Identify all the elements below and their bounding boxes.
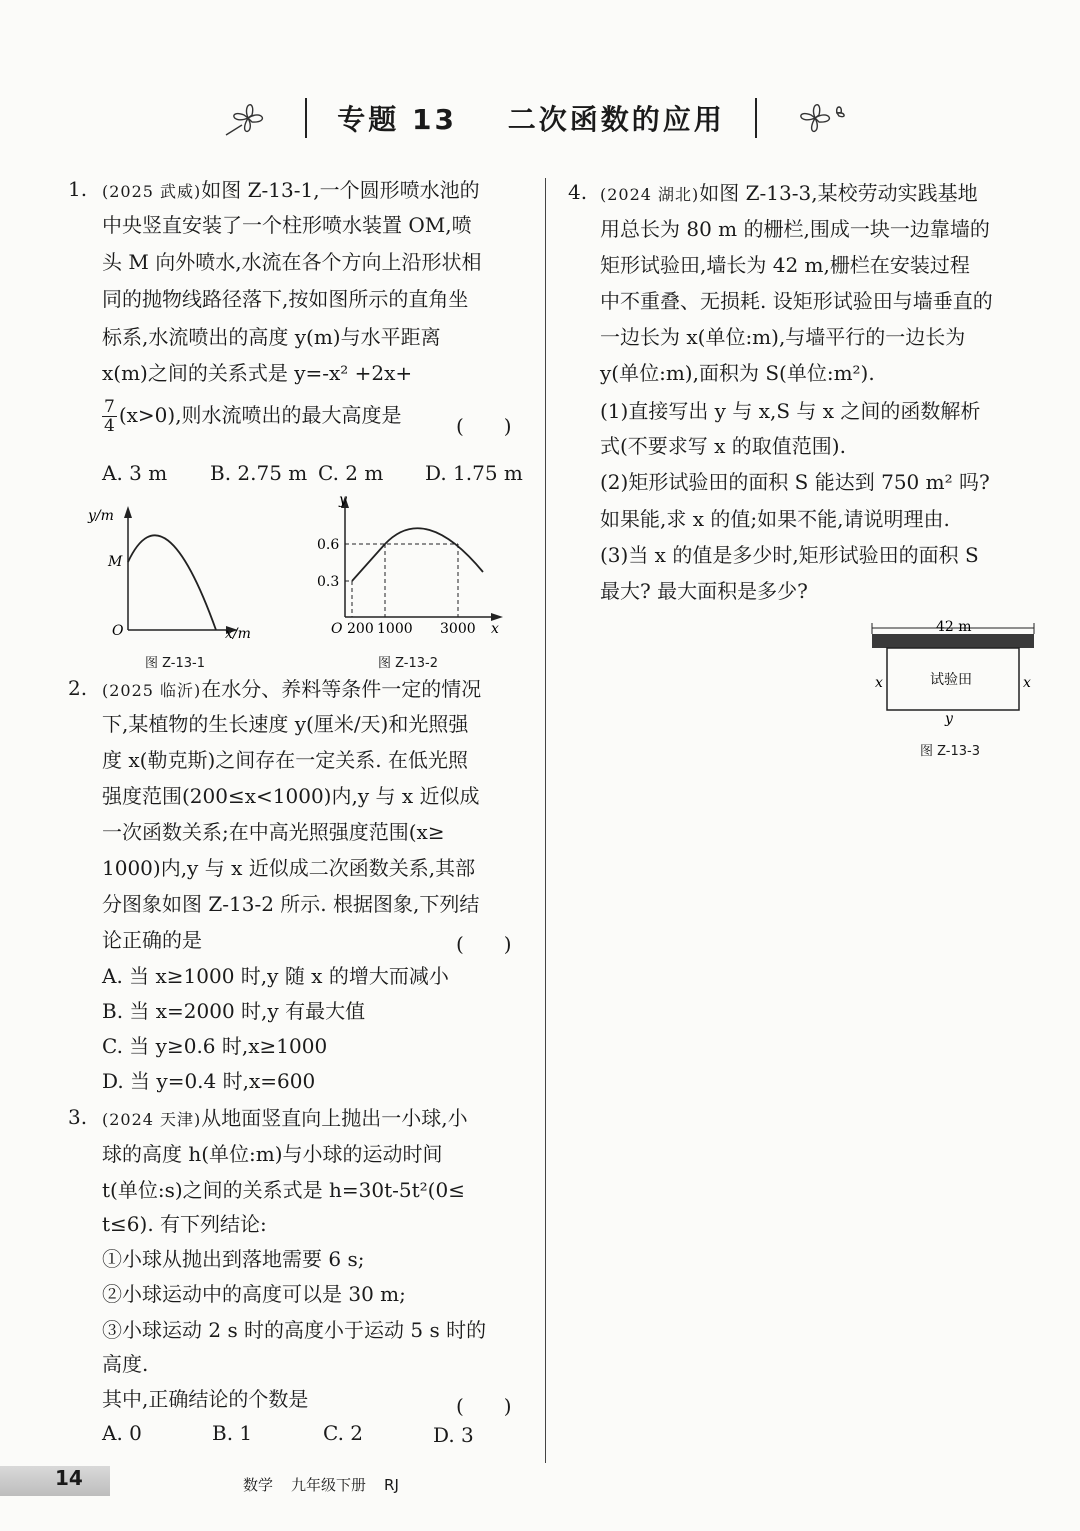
question-line: 中央竖直安装了一个柱形喷水装置 OM,喷 [102,213,472,237]
x-tick-label: 200 [347,621,374,637]
column-divider [545,178,546,1463]
question-line: 一次函数关系;在中高光照强度范围(x≥ [102,820,445,844]
question-line: 度 x(勒克斯)之间存在一定关系. 在低光照 [102,748,468,772]
figure-z-13-1 [80,500,270,650]
origin-label: O [331,621,343,637]
question-source: (2024 天津) [102,1110,202,1129]
question-number: 2. [68,676,88,700]
option-a: A. 当 x≥1000 时,y 随 x 的增大而减小 [102,964,449,988]
option-c: C. 2 m [318,461,384,485]
right-side-label: x [1023,675,1031,691]
question-line: y(单位:m),面积为 S(单位:m²). [600,361,875,385]
question-number: 4. [568,180,588,204]
conclusion-3: ③小球运动 2 s 时的高度小于运动 5 s 时的 [102,1318,487,1342]
figure-caption: 图 Z-13-2 [378,656,439,671]
topic-number: 专题 13 [337,103,457,136]
question-line: t(单位:s)之间的关系式是 h=30t-5t²(0≤ [102,1178,465,1202]
question-number: 3. [68,1105,88,1129]
title-separator-right [755,98,757,138]
figure-caption: 图 Z-13-1 [145,656,206,671]
question-text: 如图 Z-13-3,某校劳动实践基地 [699,181,978,205]
question-line: $\frac{7}{4}$ (x>0),则水流喷出的最大高度是 [104,397,402,436]
question-line: 用总长为 80 m 的栅栏,围成一块一边靠墙的 [600,217,990,241]
figure-z-13-3 [866,615,1046,727]
option-c: C. 2 [323,1421,364,1445]
question-line: t≤6). 有下列结论: [102,1212,267,1236]
x-tick-label: 3000 [440,621,476,637]
x-axis-label: x/m [225,626,251,642]
answer-blank: ( ) [456,932,512,956]
wall [872,634,1034,648]
question-line: 最大? 最大面积是多少? [600,579,808,603]
question-text: 在水分、养料等条件一定的情况 [201,677,482,701]
y-tick-label: 0.6 [317,537,340,553]
x-axis-arrow [491,613,503,621]
question-line: 矩形试验田,墙长为 42 m,栅栏在安装过程 [600,253,970,277]
option-a: A. 0 [102,1421,142,1445]
question-line [102,1106,468,1132]
origin-label: O [112,623,124,639]
question-line: 1000)内,y 与 x 近似成二次函数关系,其部 [102,856,476,880]
question-line [102,178,480,204]
question-line: x(m)之间的关系式是 y=-x² +2x+ [102,361,413,385]
question-line: 如果能,求 x 的值;如果不能,请说明理由. [600,507,950,531]
question-line: 中不重叠、无损耗. 设矩形试验田与墙垂直的 [600,289,993,313]
fraction: $\frac{7}{4}$ [104,397,115,436]
conclusion-2: ②小球运动中的高度可以是 30 m; [102,1282,406,1306]
question-source: (2024 湖北) [600,185,700,204]
option-d: D. 3 [433,1423,474,1447]
left-side-label: x [875,675,883,691]
option-b: B. 1 [212,1421,253,1445]
guide-lines [345,544,458,617]
question-line: 式(不要求写 x 的取值范围). [600,434,846,458]
sub-question-1: (1)直接写出 y 与 x,S 与 x 之间的函数解析 [600,399,981,423]
footer-edition: RJ [384,1476,399,1494]
option-c: C. 当 y≥0.6 时,x≥1000 [102,1034,328,1058]
question-line: 球的高度 h(单位:m)与小球的运动时间 [102,1142,443,1166]
question-line: 高度. [102,1352,149,1376]
question-source: (2025 临沂) [102,681,202,700]
y-axis-label: y/m [88,508,114,524]
y-axis-label: y [339,492,347,508]
question-line: 其中,正确结论的个数是 [102,1387,309,1411]
question-text: 如图 Z-13-1,一个圆形喷水池的 [201,178,480,202]
question-line: 标系,水流喷出的高度 y(m)与水平距离 [102,325,441,349]
question-number: 1. [68,177,88,201]
growth-curve [352,528,483,581]
question-line [102,677,481,703]
point-m-label: M [108,554,123,570]
title-separator-left [305,98,307,138]
option-a: A. 3 m [102,461,168,485]
footer-subject: 数学 [243,1476,274,1494]
option-b: B. 当 x=2000 时,y 有最大值 [102,999,366,1023]
sub-question-3: (3)当 x 的值是多少时,矩形试验田的面积 S [600,543,979,567]
option-d: D. 当 y=0.4 时,x=600 [102,1069,316,1093]
answer-blank: ( ) [456,1394,512,1418]
question-line: 论正确的是 [102,928,202,952]
y-tick-label: 0.3 [317,574,340,590]
question-line [600,181,978,207]
question-source: (2025 武威) [102,182,202,201]
question-line: 头 M 向外喷水,水流在各个方向上沿形状相 [102,250,482,274]
page-number: 14 [55,1466,83,1490]
question-text: 从地面竖直向上抛出一小球,小 [201,1106,468,1130]
question-line: 分图象如图 Z-13-2 所示. 根据图象,下列结 [102,892,480,916]
flower-ornament-left-icon [222,95,274,141]
question-line: 强度范围(200≤x<1000)内,y 与 x 近似成 [102,784,480,808]
figure-z-13-2 [315,490,515,645]
question-line: 一边长为 x(单位:m),与墙平行的一边长为 [600,325,966,349]
sub-question-2: (2)矩形试验田的面积 S 能达到 750 m² 吗? [600,470,990,494]
field-label: 试验田 [930,672,972,688]
flower-ornament-right-icon [788,95,858,141]
footer-book-info [243,1474,417,1495]
option-d: D. 1.75 m [425,461,523,485]
topic-title: 二次函数的应用 [507,103,725,136]
wall-length-label: 42 m [936,619,972,635]
parabola-curve [128,535,216,630]
conclusion-1: ①小球从抛出到落地需要 6 s; [102,1247,365,1271]
page-title [0,95,1080,141]
x-tick-label: 1000 [377,621,413,637]
footer-grade: 九年级下册 [291,1476,367,1494]
answer-blank: ( ) [456,414,512,438]
y-axis-arrow [124,506,132,518]
figure-caption: 图 Z-13-3 [920,744,981,759]
x-axis-label: x [491,621,499,637]
bottom-side-label: y [945,711,953,727]
question-line: 同的抛物线路径落下,按如图所示的直角坐 [102,287,469,311]
option-b: B. 2.75 m [210,461,308,485]
question-line: 下,某植物的生长速度 y(厘米/天)和光照强 [102,712,469,736]
